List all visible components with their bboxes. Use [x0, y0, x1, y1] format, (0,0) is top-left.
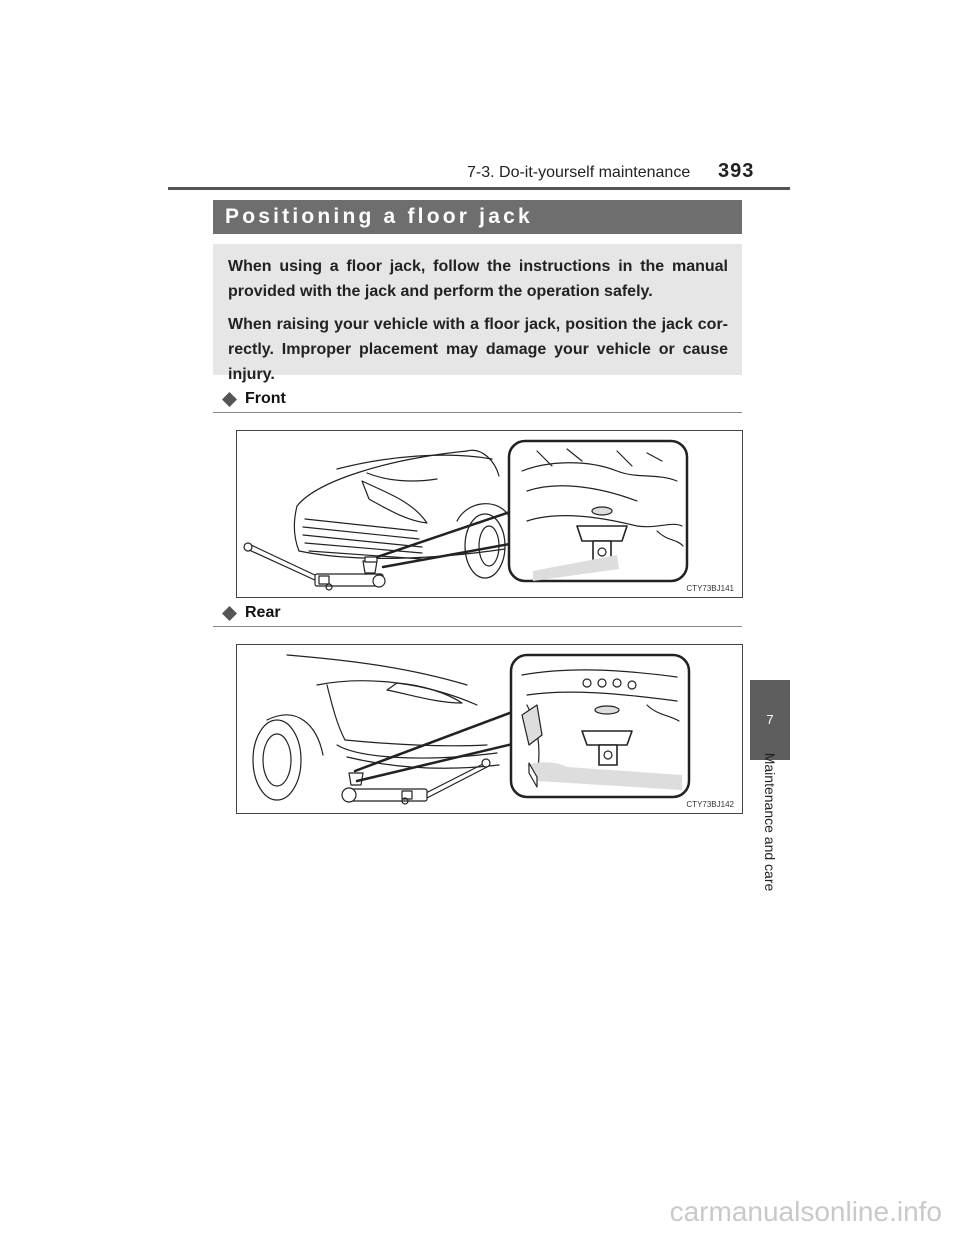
- rear-jack-illustration: [237, 645, 742, 813]
- watermark: carmanualsonline.info: [669, 1196, 942, 1227]
- page-title: Positioning a floor jack: [213, 200, 742, 234]
- rear-heading-label: Rear: [245, 604, 281, 621]
- rear-figure-code: CTY73BJ142: [686, 800, 734, 809]
- front-figure-code: CTY73BJ141: [686, 584, 734, 593]
- intro-paragraph-2: When raising your vehicle with a floor jack, position the jack cor-rectly. Improper placement may damage your vehicle or cause injury.: [228, 316, 728, 383]
- intro-box: [213, 244, 742, 383]
- front-jack-figure: [236, 430, 743, 598]
- header-rule: [168, 187, 790, 190]
- intro-paragraph-1: When using a floor jack, follow the instructions in the manual provided with the jack and perform the operation safely.: [228, 258, 728, 300]
- front-heading-label: Front: [245, 390, 286, 407]
- page-number: 393: [718, 160, 755, 182]
- diamond-icon: [222, 392, 237, 407]
- front-heading: [222, 390, 286, 408]
- chapter-label: Maintenance and care: [762, 752, 778, 892]
- front-jack-illustration: [237, 431, 742, 597]
- rear-jack-figure: [236, 644, 743, 814]
- section-header: 7-3. Do-it-yourself maintenance: [467, 164, 691, 181]
- rear-heading-rule: [213, 626, 742, 627]
- diamond-icon: [222, 606, 237, 621]
- front-heading-rule: [213, 412, 742, 413]
- rear-heading: [222, 604, 281, 622]
- chapter-tab[interactable]: 7: [750, 680, 790, 760]
